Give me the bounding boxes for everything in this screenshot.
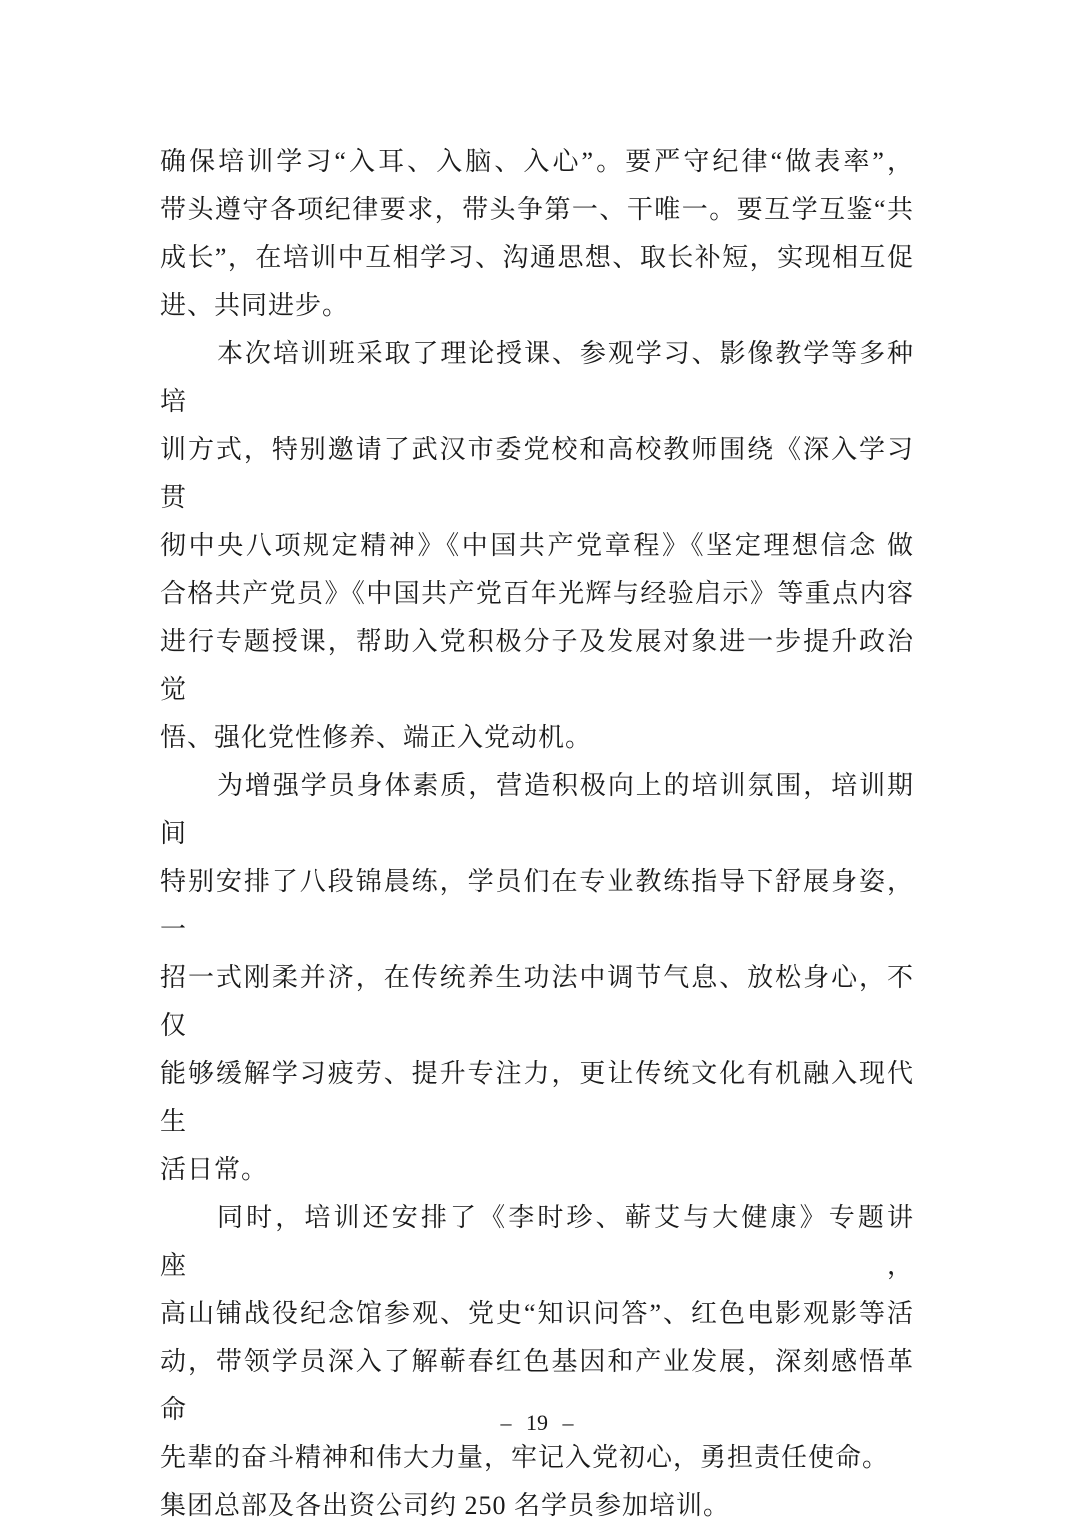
text-line: 特别安排了八段锦晨练，学员们在专业教练指导下舒展身姿，一: [160, 867, 914, 944]
text-line: 训方式，特别邀请了武汉市委党校和高校教师围绕《深入学习贯: [160, 435, 914, 512]
text-line: 动，带领学员深入了解蕲春红色基因和产业发展，深刻感悟革命: [160, 1347, 914, 1424]
text-line: 带头遵守各项纪律要求，带头争第一、干唯一。要互学互鉴“共: [160, 195, 914, 224]
text-line: 活日常。: [160, 1155, 269, 1184]
text-line: 彻中央八项规定精神》《中国共产党章程》《坚定理想信念 做: [160, 531, 914, 560]
text-line: 招一式刚柔并济，在传统养生功法中调节气息、放松身心，不仅: [160, 963, 914, 1040]
text-line: 成长”，在培训中互相学习、沟通思想、取长补短，实现相互促: [160, 243, 914, 272]
text-line: 同时，培训还安排了《李时珍、蕲艾与大健康》专题讲座，: [160, 1203, 914, 1280]
text-line: 悟、强化党性修养、端正入党动机。: [160, 723, 593, 752]
text-line: 为增强学员身体素质，营造积极向上的培训氛围，培训期间: [160, 771, 914, 848]
page-number: – 19 –: [500, 1410, 574, 1435]
paragraph: [160, 330, 914, 762]
text-line: 进行专题授课，帮助入党积极分子及发展对象进一步提升政治觉: [160, 627, 914, 704]
paragraph: [160, 1482, 914, 1520]
text-line: 高山铺战役纪念馆参观、党史“知识问答”、红色电影观影等活: [160, 1299, 914, 1328]
text-line: 集团总部及各出资公司约 250 名学员参加培训。: [160, 1491, 731, 1520]
text-line: 进、共同进步。: [160, 291, 350, 320]
paragraph: [160, 138, 914, 330]
text-line: 合格共产党员》《中国共产党百年光辉与经验启示》等重点内容: [160, 579, 914, 608]
paragraph: [160, 762, 914, 1194]
text-line: 能够缓解学习疲劳、提升专注力，更让传统文化有机融入现代生: [160, 1059, 914, 1136]
document-body: [160, 138, 914, 1520]
text-line: 本次培训班采取了理论授课、参观学习、影像教学等多种培: [160, 339, 914, 416]
text-line: 先辈的奋斗精神和伟大力量，牢记入党初心，勇担责任使命。: [160, 1443, 890, 1472]
text-line: 确保培训学习“入耳、入脑、入心”。要严守纪律“做表率”，: [160, 147, 914, 176]
